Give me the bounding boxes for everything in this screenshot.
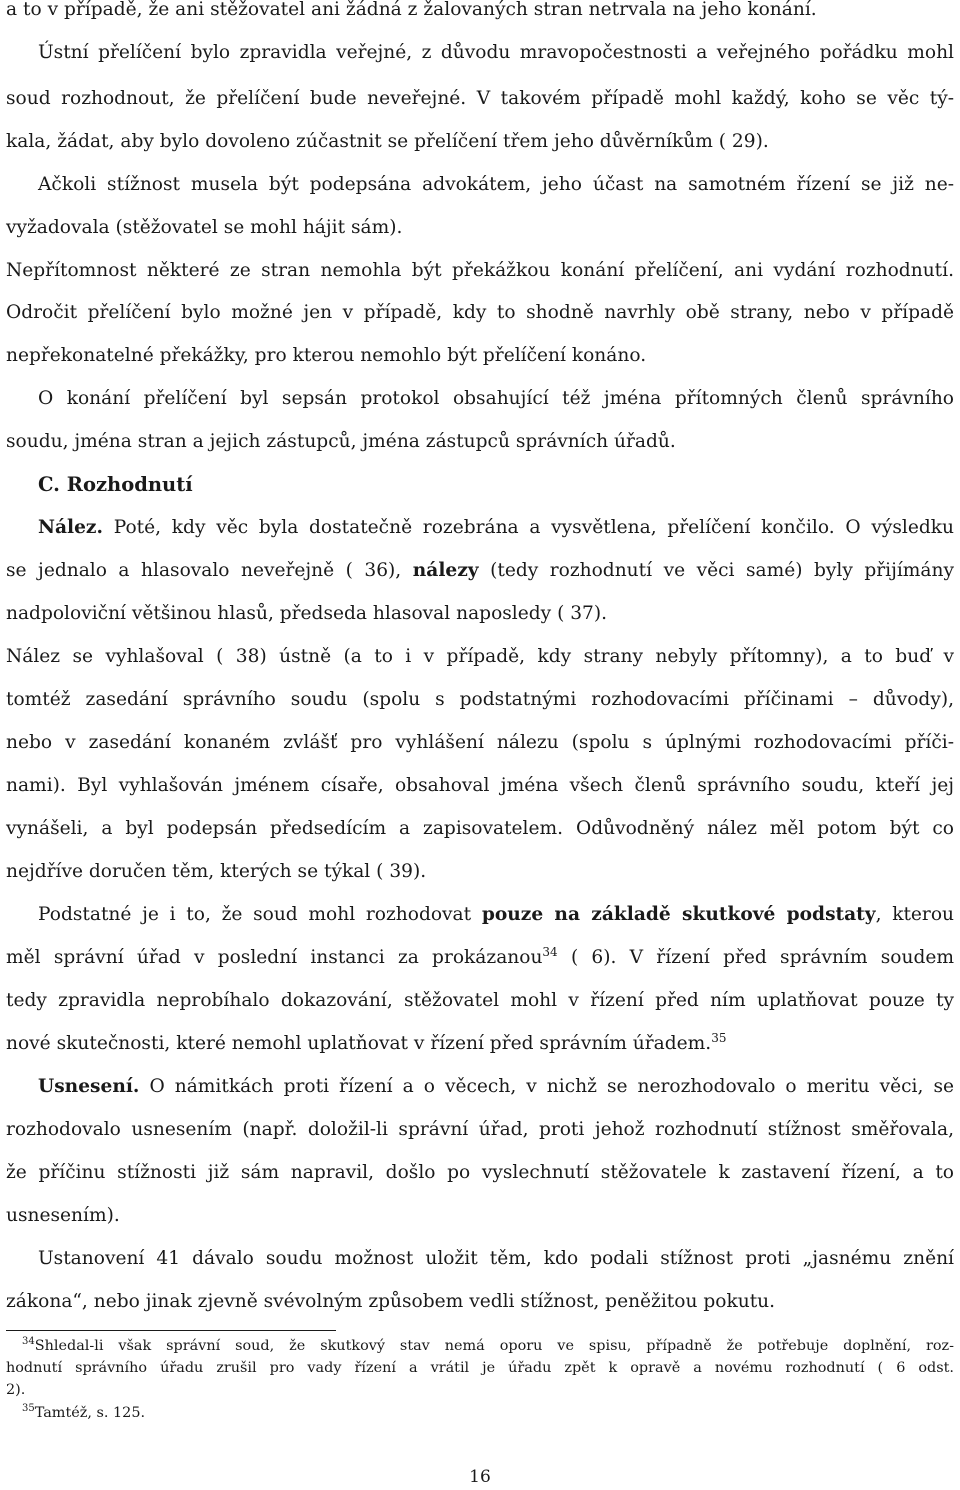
nalezy-bold: nálezy <box>412 560 479 581</box>
skutkova-podstata-bold: pouze na základě skutkové podstaty <box>481 904 876 925</box>
text-line: Nepřítomnost některé ze stran nemohla být překážkou konání přelíčení, ani vydání rozhodnutí. <box>6 260 954 281</box>
text-line: Odročit přelíčení bylo možné jen v případě, kdy to shodně navrhly obě strany, nebo v případě <box>6 302 954 323</box>
podstatne-line-4: nové skutečnosti, které nemohl uplatňovat v řízení před správním úřadem.$^{35}$ <box>6 1031 727 1054</box>
text-line: nejdříve doručen těm, kterých se týkal ( 39). <box>6 861 427 882</box>
podstatne-line-1: Podstatné je i to, že soud mohl rozhodovat pouze na základě skutkové podstaty, kterou <box>38 904 954 925</box>
text-line: soudu, jména stran a jejich zástupců, jména zástupců správních úřadů. <box>6 431 676 452</box>
nalez-line-1: Nález. Poté, kdy věc byla dostatečně rozebrána a vysvětlena, přelíčení končilo. O výsledku <box>38 517 954 538</box>
footnote-34-line-1: $^{34}$Shledal-li však správní soud, že skutkový stav nemá oporu ve spisu, případně že potřebuje doplnění, roz- <box>22 1336 954 1354</box>
text-line: Ustanovení 41 dávalo soudu možnost uložit těm, kdo podali stížnost proti „jasnému znění <box>38 1248 954 1269</box>
nalez-line-2: se jednalo a hlasovalo neveřejně ( 36), nálezy (tedy rozhodnutí ve věci samé) byly přijímány <box>6 560 954 581</box>
text-line: tedy zpravidla neprobíhalo dokazování, stěžovatel mohl v řízení před ním uplatňovat pouze ty <box>6 990 954 1011</box>
nalez-label: Nález. <box>38 517 103 538</box>
footnote-ref-35[interactable]: 35 <box>711 1031 727 1045</box>
page-number: 16 <box>469 1467 491 1487</box>
text-line: nami). Byl vyhlašován jménem císaře, obsahoval jména všech členů správního soudu, kteří jej <box>6 775 954 796</box>
text-line: Ústní přelíčení bylo zpravidla veřejné, z důvodu mravopočestnosti a veřejného pořádku mohl <box>38 42 954 63</box>
text-line: nebo v zasedání konaném zvlášť pro vyhlášení nálezu (spolu s úplnými rozhodovacími příči- <box>6 732 954 753</box>
text-line: zákona“, nebo jinak zjevně svévolným způsobem vedli stížnost, peněžitou pokutu. <box>6 1291 776 1312</box>
footnote-34-line-3: 2). <box>6 1382 26 1398</box>
text-line: Nález se vyhlašoval ( 38) ústně (a to i v případě, kdy strany nebyly přítomny), a to buď v <box>6 646 954 667</box>
usneseni-label: Usnesení. <box>38 1076 140 1097</box>
text-line: rozhodovalo usnesením (např. doložil-li správní úřad, proti jehož rozhodnutí stížnost směřovala, <box>6 1119 954 1140</box>
text-line: nadpoloviční většinou hlasů, předseda hlasoval naposledy ( 37). <box>6 603 608 624</box>
footnote-34-line-2: hodnutí správního úřadu zrušil pro vady řízení a vrátil je úřadu zpět k opravě a novému rozhodnutí ( 6 odst. <box>6 1360 954 1376</box>
text-line: kala, žádat, aby bylo dovoleno zúčastnit se přelíčení třem jeho důvěrníkům ( 29). <box>6 131 769 152</box>
text-line: a to v případě, že ani stěžovatel ani žádná z žalovaných stran netrvala na jeho konání. <box>6 0 817 20</box>
text-line: nepřekonatelné překážky, pro kterou nemohlo být přelíčení konáno. <box>6 345 647 366</box>
text-line: vyžadovala (stěžovatel se mohl hájit sám). <box>6 217 403 238</box>
text-line: Ačkoli stížnost musela být podepsána advokátem, jeho účast na samotném řízení se již ne- <box>38 174 954 195</box>
text-line: usnesením). <box>6 1205 120 1226</box>
text-line: O konání přelíčení byl sepsán protokol obsahující též jména přítomných členů správního <box>38 388 954 409</box>
footnote-35: $^{35}$Tamtéž, s. 125. <box>22 1403 146 1421</box>
podstatne-line-2: měl správní úřad v poslední instanci za prokázanou$^{34}$ ( 6). V řízení před správním soudem <box>6 945 954 968</box>
footnote-ref-34[interactable]: 34 <box>542 945 558 959</box>
text-line: tomtéž zasedání správního soudu (spolu s podstatnými rozhodovacími příčinami – důvody), <box>6 689 954 710</box>
text-line: soud rozhodnout, že přelíčení bude neveřejné. V takovém případě mohl každý, koho se věc tý- <box>6 88 954 109</box>
usneseni-line-1: Usnesení. O námitkách proti řízení a o věcech, v nichž se nerozhodovalo o meritu věci, se <box>38 1076 954 1097</box>
text-line: vynášeli, a byl podepsán předsedícím a zapisovatelem. Odůvodněný nález měl potom být co <box>6 818 954 839</box>
footnote-number-34: 34 <box>22 1336 35 1347</box>
text-line: že příčinu stížnosti již sám napravil, došlo po vyslechnutí stěžovatele k zastavení řízení, a to <box>6 1162 954 1183</box>
footnote-number-35: 35 <box>22 1403 35 1414</box>
footnote-separator <box>6 1330 336 1331</box>
section-heading-c: C. Rozhodnutí <box>38 473 193 496</box>
